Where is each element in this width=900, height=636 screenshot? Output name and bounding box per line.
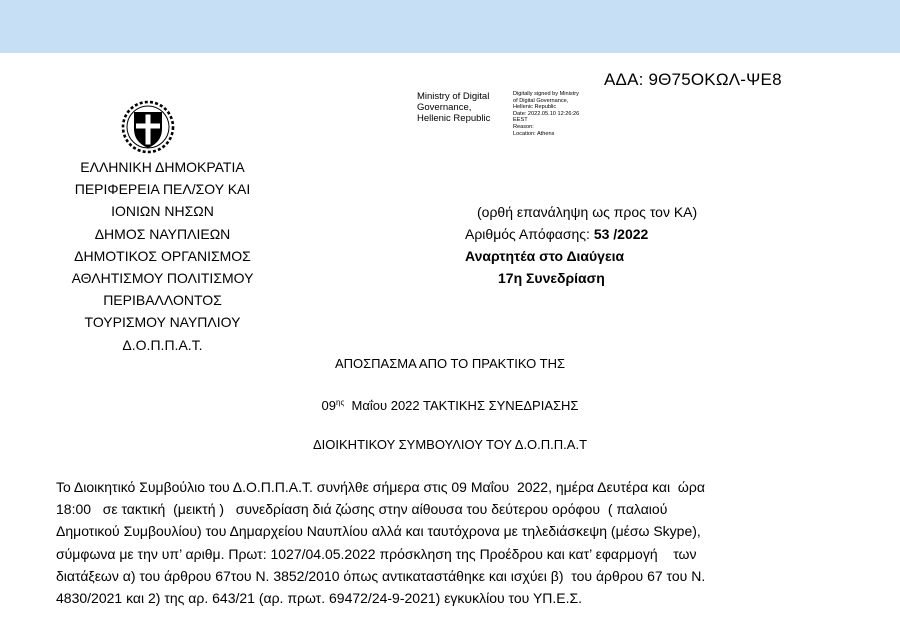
decision-number-value: 53 /2022 [593,226,649,242]
signer-line: Governance, [417,102,472,113]
body-line-text: σύμφωνα με την υπ’ αριθμ. Πρωτ: 1027/04.05.2022 πρόσκληση της Προέδρου και κατ’ εφαρμογή των [56,545,697,562]
decision-number-label: Αριθμός Απόφασης: [465,226,594,242]
authority-line: ΔΗΜΟΤΙΚΟΣ ΟΡΓΑΝΙΣΜΟΣ [74,247,251,264]
signature-detail-line: Location: Athens [513,130,555,137]
authority-line: ΠΕΡΙΒΑΛΛΟΝΤΟΣ [103,292,222,309]
signer-line: Ministry of Digital [417,91,490,102]
decision-info [450,201,750,289]
ada-code: ΑΔΑ: 9Θ75ΟΚΩΛ-ΨΕ8 [604,70,782,89]
body-line-text: Δημοτικού Συμβουλίου) του Δημαρχείου Ναυπλίου αλλά και ταυτόχρονα με τηλεδιάσκεψη (μέσω Skype), [56,523,701,540]
signature-details [513,91,623,137]
signer-line: Hellenic Republic [417,113,491,124]
authority-line: ΕΛΛΗΝΙΚΗ ΔΗΜΟΚΡΑΤΙΑ [80,159,245,175]
date-day: 09 [321,398,336,413]
body-line [56,476,856,498]
body-line [56,565,856,587]
authority-line: ΤΟΥΡΙΣΜΟΥ ΝΑΥΠΛΙΟΥ [84,314,241,331]
decision-number [450,223,750,245]
date-ordinal: ης [336,398,345,407]
excerpt-title: ΑΠΟΣΠΑΣΜΑ ΑΠΟ ΤΟ ΠΡΑΚΤΙΚΟ ΤΗΣ [334,356,566,371]
body-line-text: 4830/2021 και 2) της αρ. 643/21 (αρ. πρωτ. 69472/24-9-2021) εγκυκλίου του ΥΠ.Ε.Σ. [56,590,583,607]
session-date-title [0,398,900,413]
authority-line: Δ.Ο.Π.Π.Α.Τ. [122,336,203,353]
authority-line: ΑΘΛΗΤΙΣΜΟΥ ΠΟΛΙΤΙΣΜΟΥ [71,270,254,287]
posting-note: Αναρτητέα στο Διαύγεια [465,248,625,264]
session-number: 17η Συνεδρίαση [498,270,605,286]
authority-line: ΙΟΝΙΩΝ ΝΗΣΩΝ [111,203,214,220]
issuing-authority [40,156,285,356]
signature-detail-line: Digitally signed by Ministry [513,91,579,97]
date-rest: Μαΐου 2022 ΤΑΚΤΙΚΗΣ ΣΥΝΕΔΡΙΑΣΗΣ [344,398,579,413]
body-line-text: διατάξεων α) του άρθρου 67του Ν. 3852/2010 όπως αντικαταστάθηκε και ισχύει β) του άρθρου 67 του Ν. [56,567,706,584]
minutes-body [56,476,856,609]
digital-signer [417,91,511,124]
authority-line: ΔΗΜΟΣ ΝΑΥΠΛΙΕΩΝ [94,225,231,242]
signature-detail-line: Date: 2022.05.10 12:26:26 [513,110,580,117]
body-line [56,543,856,565]
body-line [56,520,856,542]
signature-detail-line: of Digital Governance, [513,97,569,104]
top-banner [0,0,900,53]
signature-detail-line: Reason: [513,123,534,130]
body-line [56,587,856,609]
signature-detail-line: EEST [513,117,528,124]
signature-detail-line: Hellenic Republic [513,104,557,111]
authority-line: ΠΕΡΙΦΕΡΕΙΑ ΠΕΛ/ΣΟΥ ΚΑΙ [74,181,251,198]
hellenic-republic-emblem-icon [117,99,179,155]
body-line-text: 18:00 σε τακτική (μεικτή ) συνεδρίαση διά ζώσης στην αίθουσα του δεύτερου ορόφου ( παλαιού [56,501,668,518]
body-line-text: Το Διοικητικό Συμβούλιο του Δ.Ο.Π.Π.Α.Τ. συνήλθε σήμερα στις 09 Μαΐου 2022, ημέρα Δευτέρα και ώρα [56,479,705,495]
correction-note: (ορθή επανάληψη ως προς τον ΚΑ) [477,204,698,220]
body-line [56,498,856,520]
board-title: ΔΙΟΙΚΗΤΙΚΟΥ ΣΥΜΒΟΥΛΙΟΥ ΤΟΥ Δ.Ο.Π.Π.Α.Τ [312,437,588,452]
